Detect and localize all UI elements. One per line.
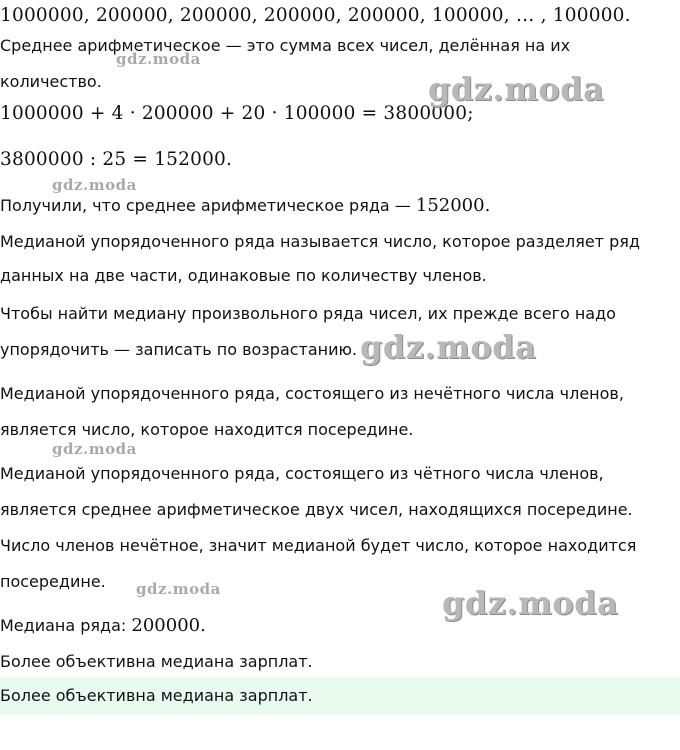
answer-text: Более объективна медиана зарплат. (0, 686, 313, 705)
watermark-logo: gdz.moda (52, 176, 137, 194)
division-equation: 3800000 : 25 = 152000. (0, 149, 233, 170)
watermark-logo: gdz.moda (428, 70, 605, 108)
order-line-2: упорядочить — записать по возрастанию. (0, 340, 358, 359)
mean-result-value: 152000. (415, 195, 491, 216)
watermark-logo: gdz.moda (442, 584, 619, 622)
order-line-1: Чтобы найти медиану произвольного ряда чисел, их прежде всего надо (0, 304, 616, 323)
count-line-2: посередине. (0, 572, 106, 591)
even-rule-line-2: является среднее арифметическое двух чисел, находящихся посередине. (0, 500, 633, 519)
median-result-text: Медиана ряда: (0, 616, 132, 635)
count-line-1: Число членов нечётное, значит медианой будет число, которое находится (0, 536, 637, 555)
median-result-value: 200000. (131, 615, 206, 636)
median-definition-line-2: данных на две части, одинаковые по количеству членов. (0, 266, 487, 285)
mean-result-line (0, 196, 490, 216)
median-definition-line-1: Медианой упорядоченного ряда называется число, которое разделяет ряд (0, 232, 640, 251)
sum-equation: 1000000 + 4 · 200000 + 20 · 100000 = 3800000; (0, 103, 474, 124)
watermark-logo: gdz.moda (116, 50, 201, 68)
watermark-logo: gdz.moda (136, 580, 221, 598)
even-rule-line-1: Медианой упорядоченного ряда, состоящего из чётного числа членов, (0, 464, 604, 483)
answer-box (0, 677, 680, 715)
mean-definition-line-2: количество. (0, 72, 102, 91)
median-result-line (0, 616, 206, 636)
mean-definition-line-1: Среднее арифметическое — это сумма всех чисел, делённая на их (0, 36, 571, 55)
series-line: 1000000, 200000, 200000, 200000, 200000, 100000, … , 100000. (0, 5, 631, 26)
watermark-logo: gdz.moda (52, 440, 137, 458)
watermark-logo: gdz.moda (360, 328, 537, 366)
odd-rule-line-1: Медианой упорядоченного ряда, состоящего из нечётного числа членов, (0, 384, 624, 403)
mean-result-text: Получили, что среднее арифметическое ряда — (0, 196, 416, 215)
conclusion-line: Более объективна медиана зарплат. (0, 652, 313, 671)
odd-rule-line-2: является число, которое находится посередине. (0, 420, 414, 439)
